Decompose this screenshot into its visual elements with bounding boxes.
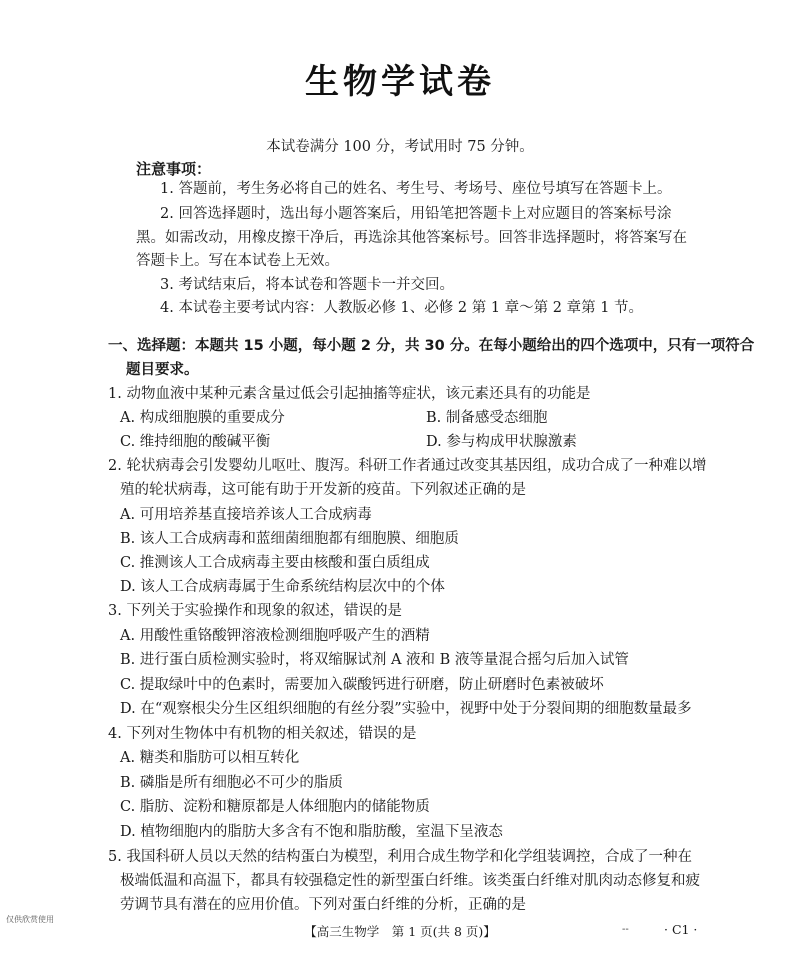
notice-item-2-cont: 答题卡上。写在本试卷上无效。 [136,253,339,269]
section-heading-cont: 题目要求。 [126,362,199,378]
question-3-option-a: A. 用酸性重铬酸钾溶液检测细胞呼吸产生的酒精 [120,628,430,644]
notice-item-3: 3. 考试结束后，将本试卷和答题卡一并交回。 [160,277,454,293]
question-1-option-c: C. 维持细胞的酸碱平衡 [120,434,271,450]
question-2-option-a: A. 可用培养基直接培养该人工合成病毒 [120,507,372,523]
question-4-option-d: D. 植物细胞内的脂肪大多含有不饱和脂肪酸，室温下呈液态 [120,824,503,840]
question-3-stem: 3. 下列关于实验操作和现象的叙述，错误的是 [108,603,402,619]
question-5-stem-cont: 极端低温和高温下，都具有较强稳定性的新型蛋白纤维。该类蛋白纤维对肌肉动态修复和疲 [120,873,700,889]
footer-mark: -- [622,924,629,935]
question-3-option-c: C. 提取绿叶中的色素时，需要加入碳酸钙进行研磨，防止研磨时色素被破坏 [120,677,604,693]
question-3-option-d: D. 在“观察根尖分生区组织细胞的有丝分裂”实验中，视野中处于分裂间期的细胞数量最多 [120,701,692,717]
question-4-option-a: A. 糖类和脂肪可以相互转化 [120,750,300,766]
paper-code: · C1 · [664,922,698,937]
question-5-stem: 5. 我国科研人员以天然的结构蛋白为模型，利用合成生物学和化学组装调控，合成了一种在 [108,849,692,865]
notice-heading: 注意事项： [136,160,212,178]
notice-item-4: 4. 本试卷主要考试内容：人教版必修 1、必修 2 第 1 章～第 2 章第 1 节。 [160,300,644,316]
question-4-stem: 4. 下列对生物体中有机物的相关叙述，错误的是 [108,726,417,742]
question-3-option-b: B. 进行蛋白质检测实验时，将双缩脲试剂 A 液和 B 液等量混合摇匀后加入试管 [120,652,629,668]
question-1-option-a: A. 构成细胞膜的重要成分 [120,410,285,426]
question-1-option-b: B. 制备感受态细胞 [426,410,548,426]
question-4-option-c: C. 脂肪、淀粉和糖原都是人体细胞内的储能物质 [120,799,430,815]
question-2-stem-cont: 殖的轮状病毒，这可能有助于开发新的疫苗。下列叙述正确的是 [120,482,526,498]
watermark-note: 仅供欣赏使用 [6,915,54,924]
question-1-stem: 1. 动物血液中某种元素含量过低会引起抽搐等症状，该元素还具有的功能是 [108,386,591,402]
question-2-stem: 2. 轮状病毒会引发婴幼儿呕吐、腹泻。科研工作者通过改变其基因组，成功合成了一种难以增 [108,458,707,474]
page-footer: 【高三生物学 第 1 页(共 8 页)】 [304,924,496,939]
question-2-option-c: C. 推测该人工合成病毒主要由核酸和蛋白质组成 [120,555,430,571]
question-1-option-d: D. 参与构成甲状腺激素 [426,434,577,450]
question-2-option-d: D. 该人工合成病毒属于生命系统结构层次中的个体 [120,579,445,595]
notice-item-1: 1. 答题前，考生务必将自己的姓名、考生号、考场号、座位号填写在答题卡上。 [160,181,672,197]
exam-info: 本试卷满分 100 分，考试用时 75 分钟。 [266,139,534,155]
question-2-option-b: B. 该人工合成病毒和蓝细菌细胞都有细胞膜、细胞质 [120,531,459,547]
section-heading: 一、选择题：本题共 15 小题，每小题 2 分，共 30 分。在每小题给出的四个选项中，只有一项符合 [108,338,755,354]
question-5-stem-cont: 劳调节具有潜在的应用价值。下列对蛋白纤维的分析，正确的是 [120,897,526,913]
notice-item-2-cont: 黑。如需改动，用橡皮擦干净后，再选涂其他答案标号。回答非选择题时，将答案写在 [136,230,687,246]
notice-item-2: 2. 回答选择题时，选出每小题答案后，用铅笔把答题卡上对应题目的答案标号涂 [160,206,672,222]
page-title: 生物学试卷 [305,62,495,102]
question-4-option-b: B. 磷脂是所有细胞必不可少的脂质 [120,775,343,791]
